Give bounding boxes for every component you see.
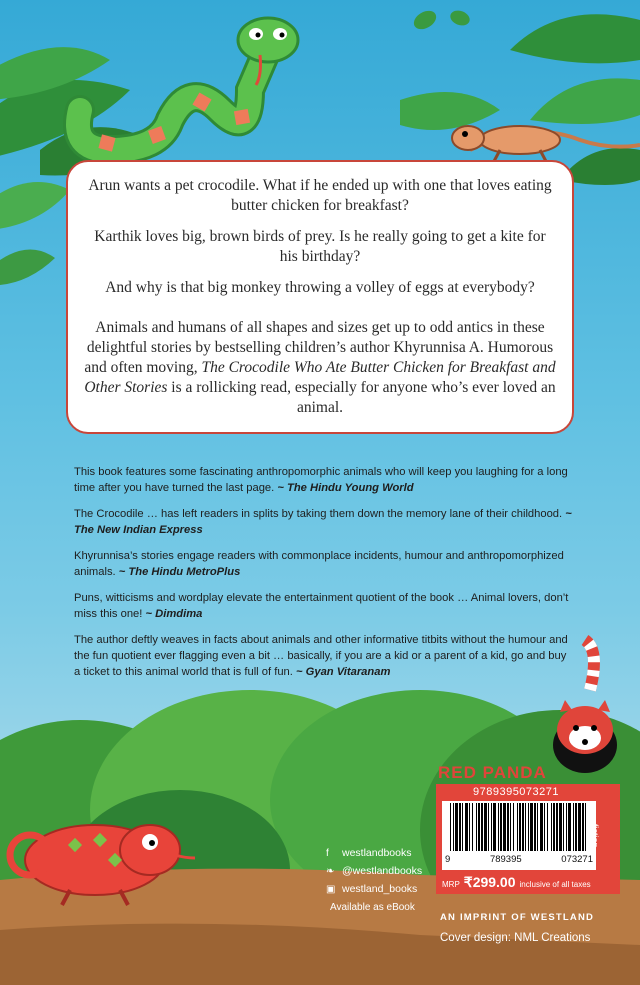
genre-label: fiction [590, 824, 600, 848]
barcode-bar [462, 803, 463, 851]
barcode-bar [563, 803, 564, 851]
barcode-bar [540, 803, 543, 851]
barcode-bar [472, 803, 473, 851]
barcode-bars [442, 801, 596, 853]
barcode-bar [491, 803, 492, 851]
facebook-icon: f [326, 847, 329, 859]
barcode-bar [481, 803, 483, 851]
review-source: ~ The Hindu Young World [277, 482, 414, 494]
isbn-number: 9789395073271 [472, 786, 560, 798]
barcode-bar [513, 803, 514, 851]
review-source: ~ Gyan Vitaranam [296, 666, 391, 678]
twitter-link[interactable]: ❧ @westlandbooks [326, 865, 423, 877]
barcode-bar [469, 803, 470, 851]
barcode-bar [578, 803, 581, 851]
review-quote: Puns, witticisms and wordplay elevate the entertainment quotient of the book … Animal lovers, don’t miss this one! ~ Dimdima [74, 592, 569, 620]
barcode-bar [547, 803, 548, 851]
barcode-bar [522, 803, 524, 851]
barcode-bar [553, 803, 555, 851]
barcode-bar [455, 803, 458, 851]
barcode-bar [484, 803, 487, 851]
barcode-digits: 9 789395 073271 [445, 854, 593, 865]
book-title: The Crocodile Who Ate Butter Chicken for Breakfast and Other Stories [84, 359, 556, 396]
barcode-bar [517, 803, 518, 851]
facebook-link[interactable]: f westlandbooks [326, 847, 412, 859]
barcode-bar [551, 803, 552, 851]
barcode-bar [573, 803, 574, 851]
barcode-bar [537, 803, 538, 851]
barcode-bar [493, 803, 496, 851]
barcode-bar [566, 803, 567, 851]
social-links [326, 844, 422, 898]
review-quote: The Crocodile … has left readers in splits by taking them down the memory lane of their childhood. ~ The New Indian Express [74, 508, 572, 536]
barcode-bar [465, 803, 468, 851]
ebook-note: Available as eBook [330, 902, 415, 913]
barcode-bar [544, 803, 545, 851]
imprint-line: AN IMPRINT OF WESTLAND [440, 912, 595, 923]
barcode-bar [528, 803, 529, 851]
blurb-paragraph-1: Arun wants a pet crocodile. What if he ended up with one that loves eating butter chicken for breakfast? [88, 177, 552, 214]
review-quote: This book features some fascinating anthropomorphic animals who will keep you laughing for a long time after you have turned the last page. ~ The Hindu Young World [74, 466, 568, 494]
barcode-bar [500, 803, 502, 851]
barcode-bar [488, 803, 489, 851]
top-right-leaves [400, 7, 640, 185]
barcode-bar [519, 803, 521, 851]
barcode-bar [525, 803, 526, 851]
publisher-brand: RED PANDA [438, 763, 547, 782]
barcode-bar [559, 803, 562, 851]
barcode-bar [510, 803, 511, 851]
twitter-icon: ❧ [326, 865, 335, 877]
barcode-bar [476, 803, 477, 851]
review-quote: Khyrunnisa’s stories engage readers with commonplace incidents, humour and anthropomorphized animals. ~ The Hindu MetroPlus [74, 550, 564, 578]
blurb-paragraph-4: Animals and humans of all shapes and sizes get up to odd antics in these delightful stories by bestselling children’s author Khyrunnisa A. Humorous and often moving, The Crocodile Who Ate Butter Chicken for Breakfast and Other Stories is a rollicking read, especially for anyone who’s ever loved an animal. [84, 319, 556, 416]
barcode-bar [534, 803, 536, 851]
barcode-bar [575, 803, 577, 851]
barcode-bar [503, 803, 506, 851]
barcode-bar [498, 803, 499, 851]
instagram-link[interactable]: ▣ westland_books [326, 883, 418, 895]
review-quote: The author deftly weaves in facts about animals and other informative titbits without the humour and the fun quotient ever flagging even a bit … basically, if you are a kid or a parent of a kid, go and buy a ticket to this animal world that is full of fun. ~ Gyan Vitaranam [74, 634, 568, 678]
barcode-bar [453, 803, 454, 851]
review-source: ~ The Hindu MetroPlus [118, 566, 241, 578]
review-source: ~ The New Indian Express [74, 508, 572, 536]
cover-credit: Cover design: NML Creations [440, 932, 591, 944]
barcode-bar [459, 803, 461, 851]
price: MRP ₹299.00 inclusive of all taxes [442, 874, 591, 890]
barcode-bar [530, 803, 533, 851]
barcode-bar [568, 803, 571, 851]
barcode-bar [478, 803, 480, 851]
barcode-bar [582, 803, 584, 851]
review-quotes [74, 464, 574, 690]
price-amount: ₹299.00 [463, 874, 516, 890]
blurb-paragraph-2: Karthik loves big, brown birds of prey. Is he really going to get a kite for his birthday? [94, 228, 546, 265]
blurb-box [66, 160, 574, 434]
barcode-bar [585, 803, 586, 851]
barcode-bar [556, 803, 558, 851]
barcode-bar [507, 803, 509, 851]
blurb-paragraph-3: And why is that big monkey throwing a volley of eggs at everybody? [105, 279, 535, 296]
barcode-panel [436, 784, 620, 894]
barcode-bar [450, 803, 451, 851]
instagram-icon: ▣ [326, 883, 336, 895]
review-source: ~ Dimdima [145, 608, 203, 620]
barcode [442, 801, 596, 870]
